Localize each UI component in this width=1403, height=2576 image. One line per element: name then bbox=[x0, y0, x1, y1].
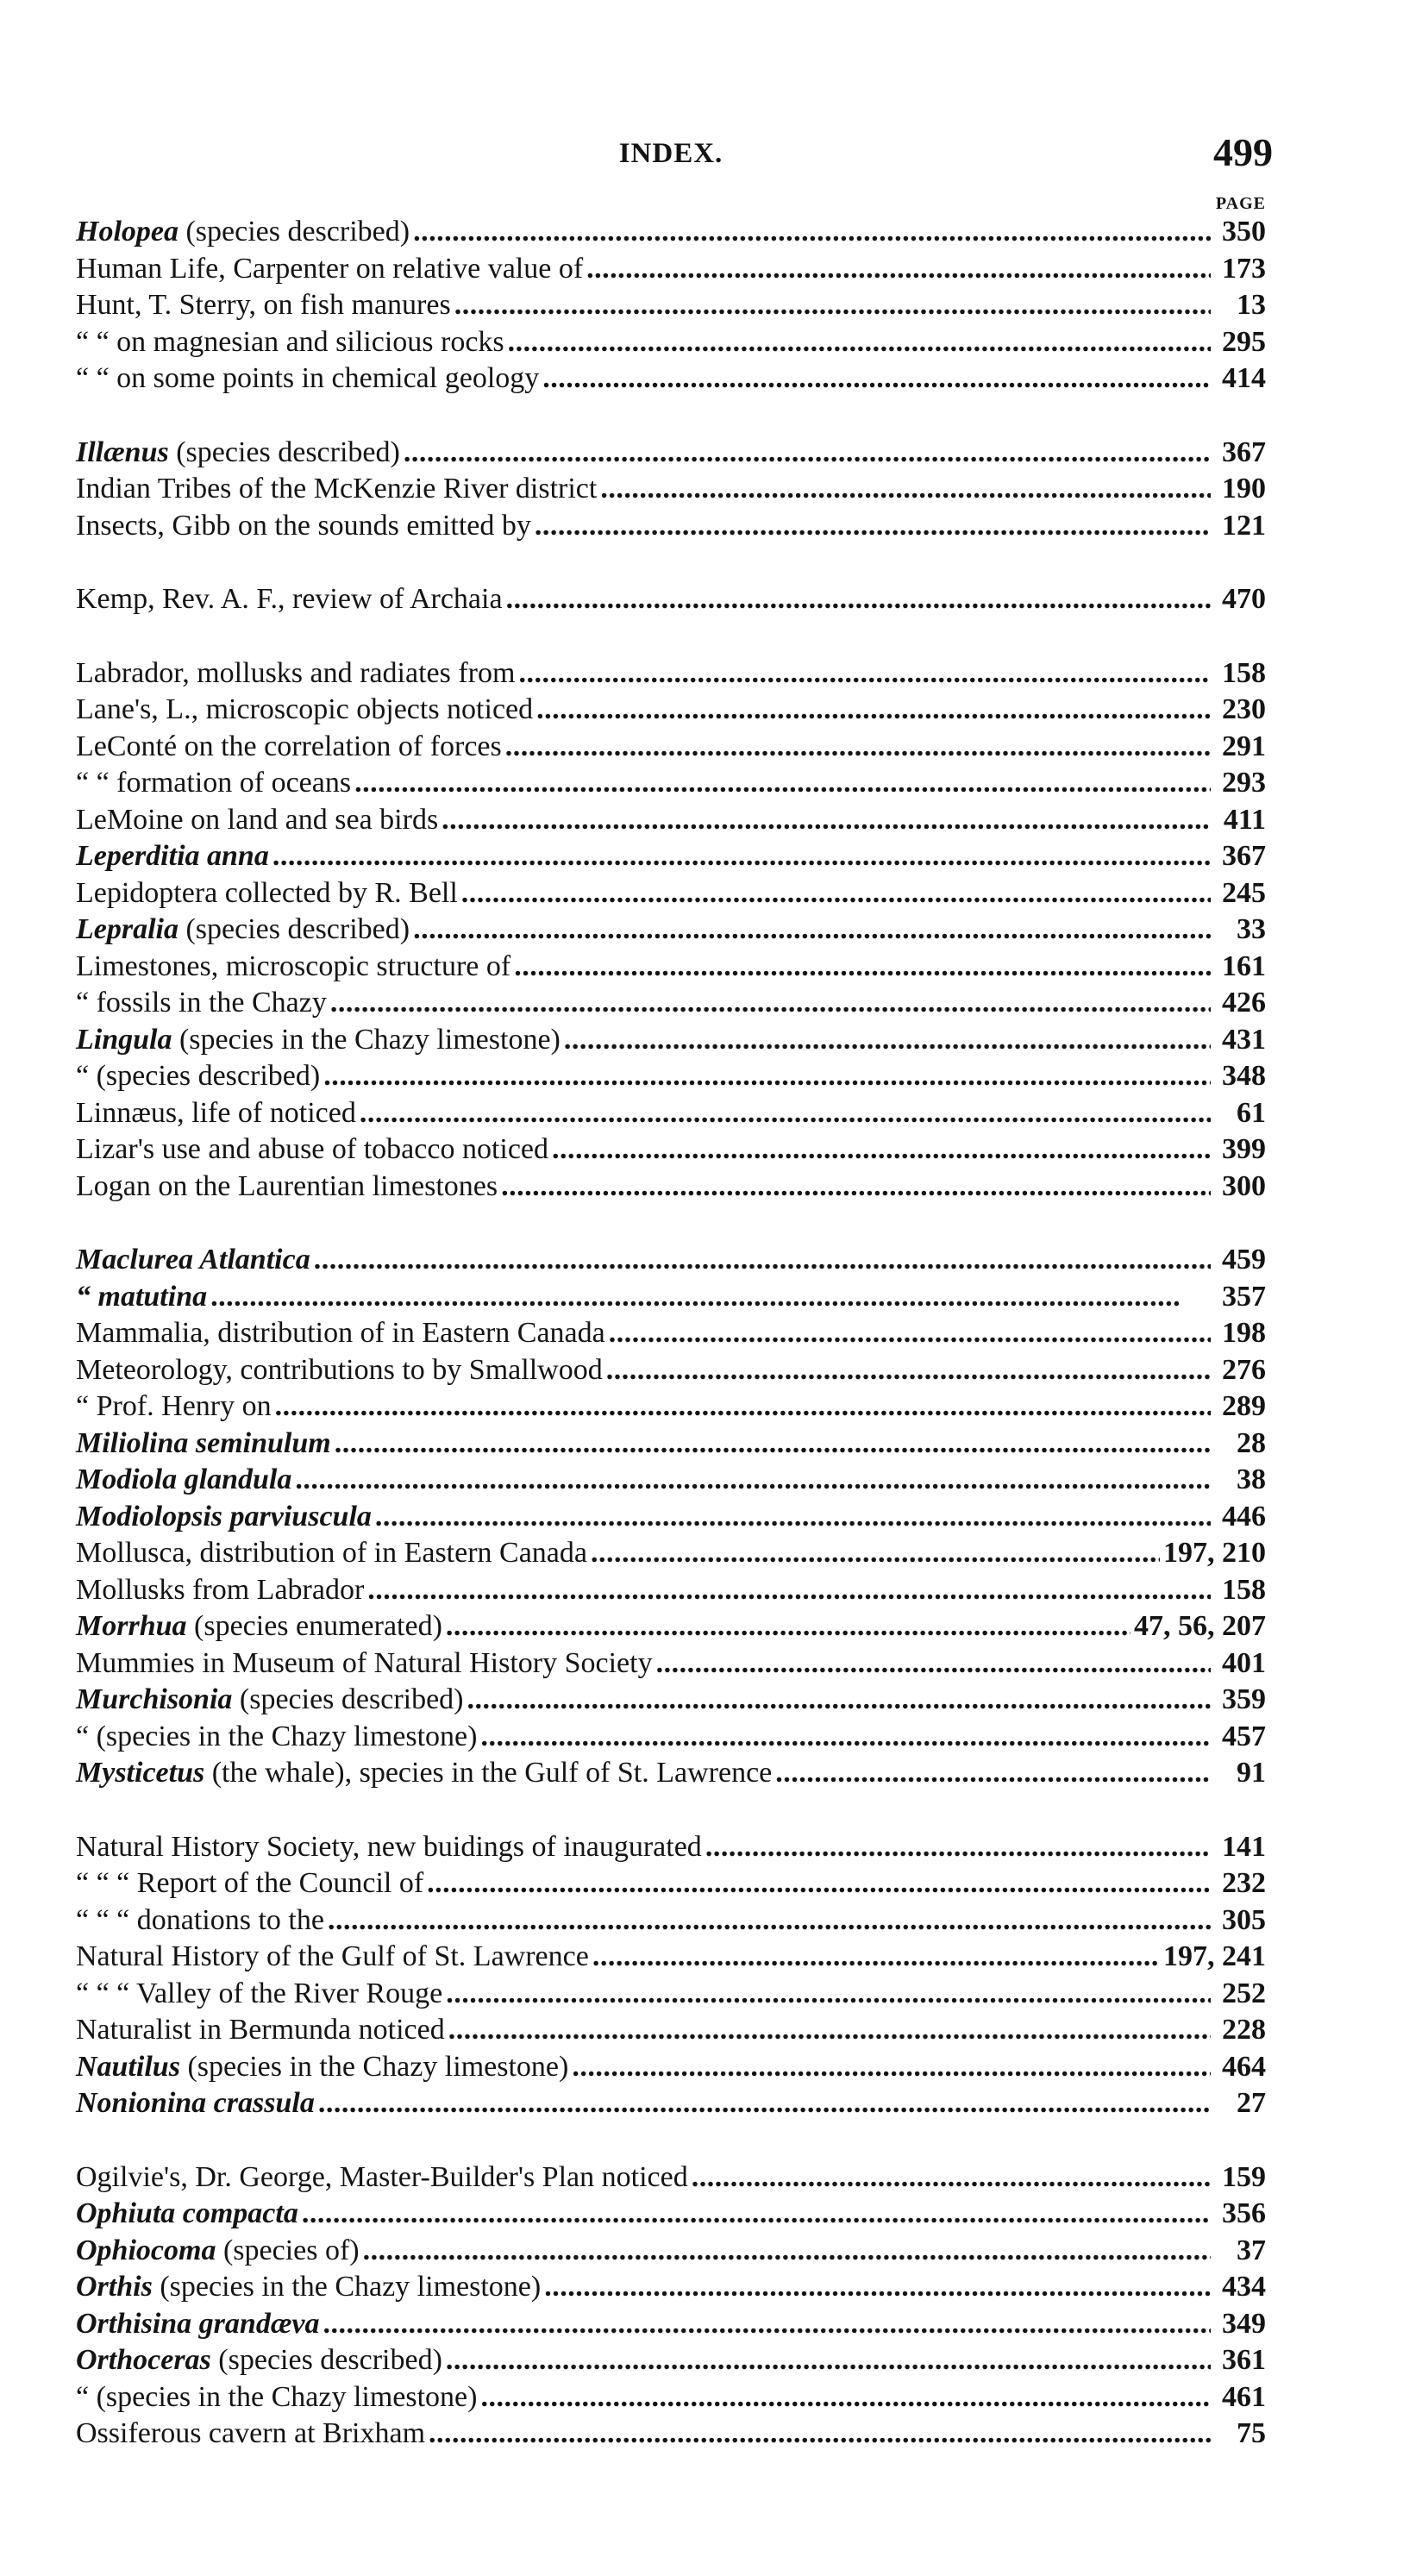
dot-leader bbox=[705, 1829, 1211, 1866]
index-entry-italic-term: Miliolina seminulum bbox=[76, 1426, 331, 1459]
index-entry bbox=[76, 1058, 1266, 1095]
index-entry bbox=[76, 985, 1266, 1022]
index-entry-pages: 141 bbox=[1222, 1830, 1266, 1863]
index-entry-italic-term: Illænus bbox=[76, 436, 169, 468]
index-entry bbox=[76, 1865, 1266, 1902]
dot-leader bbox=[272, 838, 1211, 875]
index-entry-label: “ fossils in the Chazy bbox=[76, 987, 327, 1018]
index-entry-pages: 470 bbox=[1222, 583, 1266, 615]
index-entry-pages: 158 bbox=[1222, 656, 1266, 689]
index-entry-pages: 161 bbox=[1222, 950, 1266, 982]
index-entry-italic-term: Modiola glandula bbox=[76, 1463, 292, 1495]
group-gap bbox=[76, 1205, 1266, 1242]
index-entry-pages: 28 bbox=[1237, 1426, 1266, 1459]
dot-leader bbox=[354, 765, 1211, 802]
index-entry-label: Naturalist in Bermunda noticed bbox=[76, 2014, 445, 2046]
index-entry-label: Labrador, mollusks and radiates from bbox=[76, 656, 516, 689]
index-entry-pages: 13 bbox=[1237, 289, 1266, 321]
index-entry-label bbox=[76, 435, 400, 472]
dot-leader bbox=[609, 1315, 1211, 1352]
index-entry bbox=[76, 360, 1266, 398]
index-entry bbox=[76, 581, 1266, 618]
index-entry-pages: 27 bbox=[1237, 2087, 1266, 2119]
index-entry-label: “ “ on magnesian and silicious rocks bbox=[76, 325, 504, 358]
index-entry-pages: 367 bbox=[1222, 436, 1266, 468]
index-entry-rest: (species described) bbox=[168, 436, 400, 468]
index-entry-italic-term: Mysticetus bbox=[76, 1757, 205, 1789]
index-entry bbox=[76, 838, 1266, 875]
index-entry bbox=[76, 251, 1266, 288]
dot-leader bbox=[518, 655, 1211, 693]
group-gap bbox=[76, 398, 1266, 435]
index-entry bbox=[76, 1535, 1266, 1572]
index-entry-pages: 230 bbox=[1222, 693, 1266, 725]
index-entry bbox=[76, 2416, 1266, 2453]
index-entry-label bbox=[76, 1426, 331, 1463]
index-entry-rest: (species described) bbox=[210, 2344, 442, 2376]
index-entry-pages: 401 bbox=[1222, 1646, 1266, 1679]
index-entry-label: Lizar's use and abuse of tobacco noticed bbox=[76, 1133, 549, 1165]
index-entry-pages: 198 bbox=[1222, 1317, 1266, 1349]
index-entry-italic-term: Ophiuta compacta bbox=[76, 2197, 298, 2229]
index-entry-label: Natural History Society, new buidings of inaugurated bbox=[76, 1830, 702, 1863]
dot-leader bbox=[508, 324, 1211, 361]
index-entry-label: LeMoine on land and sea birds bbox=[76, 803, 439, 836]
index-entry-label: “ (species in the Chazy limestone) bbox=[76, 1720, 478, 1752]
index-entry-pages: 289 bbox=[1222, 1390, 1266, 1422]
index-entry-pages: 464 bbox=[1222, 2050, 1266, 2083]
dot-leader bbox=[600, 471, 1211, 508]
dot-leader bbox=[544, 2269, 1211, 2306]
index-entry-rest: (species in the Chazy limestone) bbox=[152, 2271, 542, 2303]
index-entry bbox=[76, 2379, 1266, 2416]
index-entry bbox=[76, 2196, 1266, 2233]
dot-leader bbox=[363, 2233, 1211, 2270]
index-entry bbox=[76, 1499, 1266, 1536]
index-entry-pages: 295 bbox=[1222, 325, 1266, 358]
index-entry-rest: (species described) bbox=[178, 216, 410, 248]
dot-leader bbox=[467, 1682, 1211, 1719]
index-entry bbox=[76, 2085, 1266, 2122]
index-entry-label bbox=[76, 1755, 772, 1792]
index-entry-rest: (species described) bbox=[232, 1683, 464, 1715]
index-entry bbox=[76, 2306, 1266, 2343]
page-column-label: PAGE bbox=[1215, 194, 1266, 213]
dot-leader bbox=[461, 875, 1211, 912]
index-entry-italic-term: Maclurea Atlantica bbox=[76, 1244, 310, 1275]
index-entry-label: “ “ on some points in chemical geology bbox=[76, 362, 540, 394]
dot-leader bbox=[427, 1865, 1211, 1902]
dot-leader bbox=[442, 802, 1211, 839]
index-entry-rest: (species described) bbox=[178, 913, 410, 945]
index-entry bbox=[76, 692, 1266, 729]
index-entry-pages: 159 bbox=[1222, 2160, 1266, 2193]
index-entry bbox=[76, 2159, 1266, 2197]
dot-leader bbox=[275, 1388, 1211, 1426]
dot-leader bbox=[328, 1902, 1211, 1940]
index-entry-rest: (species enumerated) bbox=[186, 1610, 442, 1642]
index-entry-label: “ Prof. Henry on bbox=[76, 1390, 272, 1422]
dot-leader bbox=[448, 2012, 1211, 2049]
index-entry-pages: 293 bbox=[1222, 767, 1266, 799]
index-entry bbox=[76, 1976, 1266, 2013]
index-entry bbox=[76, 471, 1266, 508]
index-entry-pages: 38 bbox=[1237, 1463, 1266, 1495]
dot-leader bbox=[446, 2342, 1211, 2379]
dot-leader bbox=[446, 1608, 1131, 1645]
index-entry-italic-term: Nautilus bbox=[76, 2050, 180, 2083]
index-entry-label bbox=[76, 1242, 310, 1279]
index-entry-pages: 197, 210 bbox=[1163, 1537, 1266, 1569]
index-entry-label bbox=[76, 1682, 464, 1719]
index-entry-label: Ogilvie's, Dr. George, Master-Builder's Plan noticed bbox=[76, 2160, 688, 2193]
index-entry-label bbox=[76, 912, 410, 949]
index-entry-label bbox=[76, 2049, 568, 2086]
group-gap bbox=[76, 618, 1266, 655]
index-entry-label: “ “ formation of oceans bbox=[76, 767, 352, 799]
index-entry bbox=[76, 1682, 1266, 1719]
dot-leader bbox=[413, 912, 1211, 949]
dot-leader bbox=[413, 214, 1211, 251]
index-entry-label: Mammalia, distribution of in Eastern Canada bbox=[76, 1317, 605, 1349]
index-entry bbox=[76, 2012, 1266, 2049]
index-entry-label: Natural History of the Gulf of St. Lawrence bbox=[76, 1940, 589, 1972]
index-entry-pages: 158 bbox=[1222, 1573, 1266, 1606]
index-entry bbox=[76, 655, 1266, 693]
page-number: 499 bbox=[1213, 130, 1273, 174]
index-entry-pages: 411 bbox=[1223, 803, 1266, 836]
index-entry-label bbox=[76, 1462, 291, 1499]
dot-leader bbox=[552, 1131, 1211, 1169]
index-entry-pages: 457 bbox=[1222, 1720, 1266, 1752]
dot-leader bbox=[535, 508, 1211, 545]
index-entry bbox=[76, 1462, 1266, 1499]
index-entry-pages: 228 bbox=[1222, 2014, 1266, 2046]
index-entry-label: “ “ “ Valley of the River Rouge bbox=[76, 1977, 443, 2009]
index-entry-rest: (species of) bbox=[216, 2234, 360, 2266]
index-entry-pages: 348 bbox=[1222, 1060, 1266, 1092]
index-entry-italic-term: Murchisonia bbox=[76, 1683, 233, 1715]
index-entry bbox=[76, 802, 1266, 839]
dot-leader bbox=[514, 949, 1211, 986]
index-entry-pages: 367 bbox=[1222, 840, 1266, 872]
index-entry-rest: (species in the Chazy limestone) bbox=[172, 1023, 561, 1056]
index-entry-label: Ossiferous cavern at Brixham bbox=[76, 2417, 426, 2449]
index-entry bbox=[76, 1755, 1266, 1792]
index-entry-pages: 75 bbox=[1237, 2417, 1266, 2449]
dot-leader bbox=[360, 1095, 1211, 1132]
index-entry-pages: 349 bbox=[1222, 2307, 1266, 2340]
index-entry bbox=[76, 1902, 1266, 1940]
dot-leader bbox=[480, 1719, 1211, 1756]
index-entry-pages: 426 bbox=[1222, 987, 1266, 1018]
index-entry-pages: 356 bbox=[1222, 2197, 1266, 2229]
dot-leader bbox=[572, 2049, 1211, 2086]
index-entry-label: Human Life, Carpenter on relative value of bbox=[76, 252, 584, 285]
index-entry-pages: 33 bbox=[1237, 913, 1266, 945]
index-entry-label bbox=[76, 2233, 360, 2270]
index-entry-pages: 459 bbox=[1222, 1244, 1266, 1275]
dot-leader bbox=[446, 1976, 1211, 2013]
index-entry-label: Limestones, microscopic structure of bbox=[76, 950, 511, 982]
index-entry-label bbox=[76, 2085, 315, 2122]
index-entry bbox=[76, 912, 1266, 949]
index-entry bbox=[76, 1426, 1266, 1463]
index-entry bbox=[76, 949, 1266, 986]
index-entry-label: Lane's, L., microscopic objects noticed bbox=[76, 693, 534, 725]
index-entry-label: Mollusks from Labrador bbox=[76, 1573, 365, 1606]
index-entry-italic-term: Orthis bbox=[76, 2271, 153, 2303]
index-entry-pages: 431 bbox=[1222, 1023, 1266, 1056]
index-entry-label bbox=[76, 838, 269, 875]
dot-leader bbox=[318, 2085, 1211, 2122]
group-gap bbox=[76, 544, 1266, 581]
dot-leader bbox=[314, 1242, 1211, 1279]
index-entry bbox=[76, 729, 1266, 766]
dot-leader bbox=[501, 1169, 1211, 1206]
index-entry-pages: 91 bbox=[1237, 1757, 1266, 1789]
index-entry-label bbox=[76, 2342, 442, 2379]
index-entry-pages: 446 bbox=[1222, 1500, 1266, 1532]
index-entry-italic-term: Leperditia anna bbox=[76, 840, 269, 872]
index-entry-label: Logan on the Laurentian limestones bbox=[76, 1169, 498, 1202]
index-entry-pages: 252 bbox=[1222, 1977, 1266, 2009]
index-entry-pages: 359 bbox=[1222, 1683, 1266, 1715]
index-entry-label: LeConté on the correlation of forces bbox=[76, 730, 502, 762]
index-entry bbox=[76, 1608, 1266, 1645]
dot-leader bbox=[656, 1645, 1211, 1683]
index-entry-label bbox=[76, 1022, 561, 1059]
index-entry-italic-term: Lepralia bbox=[76, 913, 179, 945]
index-entry-italic-term: Modiolopsis parviuscula bbox=[76, 1500, 372, 1532]
dot-leader bbox=[335, 1426, 1211, 1463]
index-entry bbox=[76, 1242, 1266, 1279]
dot-leader bbox=[480, 2379, 1211, 2416]
index-entry-label bbox=[76, 1499, 372, 1536]
index-entry bbox=[76, 2342, 1266, 2379]
index-entry bbox=[76, 1095, 1266, 1132]
index-entry-italic-term: Lingula bbox=[76, 1023, 172, 1056]
index-entry-label: “ “ “ donations to the bbox=[76, 1903, 324, 1936]
index-entry bbox=[76, 1829, 1266, 1866]
index-entry-label: Hunt, T. Sterry, on fish manures bbox=[76, 289, 451, 321]
index-entry bbox=[76, 875, 1266, 912]
dot-leader bbox=[302, 2196, 1211, 2233]
dot-leader bbox=[606, 1352, 1211, 1389]
dot-leader bbox=[375, 1499, 1211, 1536]
index-entry bbox=[76, 1315, 1266, 1352]
index-entry-pages: 461 bbox=[1222, 2380, 1266, 2413]
index-entry-italic-term: Morrhua bbox=[76, 1610, 187, 1642]
dot-leader bbox=[542, 360, 1211, 398]
index-entry-pages: 414 bbox=[1222, 362, 1266, 394]
index-entry bbox=[76, 1719, 1266, 1756]
index-entry-label: “ “ “ Report of the Council of bbox=[76, 1867, 424, 1899]
index-entry bbox=[76, 214, 1266, 251]
index-entry-rest: (species in the Chazy limestone) bbox=[179, 2050, 569, 2083]
index-entry-label: Meteorology, contributions to by Smallwood bbox=[76, 1353, 603, 1386]
index-entry-pages: 61 bbox=[1237, 1096, 1266, 1129]
index-entry-label bbox=[76, 1608, 442, 1645]
index-entry-pages: 197, 241 bbox=[1163, 1940, 1266, 1972]
index-entry-italic-term: Nonionina crassula bbox=[76, 2087, 315, 2119]
index-entry-pages: 350 bbox=[1222, 216, 1266, 248]
index-entry-italic-term: “ matutina bbox=[76, 1280, 208, 1313]
index-entry bbox=[76, 1939, 1266, 1976]
index-entry-label: “ (species described) bbox=[76, 1060, 321, 1092]
dot-leader bbox=[367, 1572, 1211, 1609]
dot-leader bbox=[404, 435, 1211, 472]
index-entry-italic-term: Orthisina grandæva bbox=[76, 2307, 320, 2340]
index-entry-label: Kemp, Rev. A. F., review of Archaia bbox=[76, 583, 503, 615]
index-entry bbox=[76, 508, 1266, 545]
index-entry-pages: 361 bbox=[1222, 2344, 1266, 2376]
index-entry bbox=[76, 765, 1266, 802]
index-entry-label bbox=[76, 214, 410, 251]
running-head: INDEX. bbox=[618, 138, 723, 169]
index-entry-italic-term: Orthoceras bbox=[76, 2344, 211, 2376]
dot-leader bbox=[586, 251, 1211, 288]
dot-leader bbox=[330, 985, 1211, 1022]
dot-leader bbox=[323, 1058, 1211, 1095]
index-entry bbox=[76, 287, 1266, 324]
index-entry-pages: 434 bbox=[1222, 2271, 1266, 2303]
index-entry bbox=[76, 1645, 1266, 1683]
index-entry-label: Linnæus, life of noticed bbox=[76, 1096, 356, 1129]
index-entry bbox=[76, 1279, 1266, 1316]
index-entry-label bbox=[76, 1279, 207, 1316]
index-entry-pages: 37 bbox=[1237, 2234, 1266, 2266]
dot-leader bbox=[454, 287, 1211, 324]
index-entry bbox=[76, 2049, 1266, 2086]
dot-leader bbox=[429, 2416, 1211, 2453]
index-entry-pages: 399 bbox=[1222, 1133, 1266, 1165]
index-entry bbox=[76, 1169, 1266, 1206]
index-entry-pages: 276 bbox=[1222, 1353, 1266, 1386]
index-entry-italic-term: Holopea bbox=[76, 216, 179, 248]
index-page bbox=[76, 129, 1273, 2453]
index-entry bbox=[76, 324, 1266, 361]
index-entry bbox=[76, 1572, 1266, 1609]
index-entry-label: Insects, Gibb on the sounds emitted by bbox=[76, 509, 531, 542]
dot-leader bbox=[775, 1755, 1211, 1792]
index-entry-label: Mollusca, distribution of in Eastern Canada bbox=[76, 1537, 587, 1569]
index-entry-pages: 357 bbox=[1222, 1280, 1266, 1313]
page-header bbox=[76, 129, 1273, 190]
index-entry bbox=[76, 1352, 1266, 1389]
index-entry-label: “ (species in the Chazy limestone) bbox=[76, 2380, 478, 2413]
index-entry-pages: 245 bbox=[1222, 876, 1266, 909]
index-entry bbox=[76, 1388, 1266, 1426]
index-entry bbox=[76, 2269, 1266, 2306]
index-entry-italic-term: Ophiocoma bbox=[76, 2234, 216, 2266]
dot-leader bbox=[591, 1535, 1160, 1572]
index-entry-pages: 173 bbox=[1222, 252, 1266, 285]
index-entry-label: Indian Tribes of the McKenzie River district bbox=[76, 473, 598, 505]
dot-leader bbox=[536, 692, 1211, 729]
dot-leader bbox=[692, 2159, 1211, 2197]
index-entry-pages: 232 bbox=[1222, 1867, 1266, 1899]
dot-leader bbox=[592, 1939, 1160, 1976]
index-body bbox=[76, 214, 1266, 2453]
dot-leader bbox=[323, 2306, 1211, 2343]
index-entry bbox=[76, 435, 1266, 472]
index-entry-label: Lepidoptera collected by R. Bell bbox=[76, 876, 458, 909]
dot-leader bbox=[295, 1462, 1211, 1499]
index-entry-pages: 291 bbox=[1222, 730, 1266, 762]
index-entry-label: Mummies in Museum of Natural History Society bbox=[76, 1646, 653, 1679]
index-entry-pages: 190 bbox=[1222, 473, 1266, 505]
index-entry-pages: 300 bbox=[1222, 1169, 1266, 1202]
index-entry-pages: 121 bbox=[1222, 509, 1266, 542]
group-gap bbox=[76, 1792, 1266, 1829]
index-entry-label bbox=[76, 2269, 541, 2306]
index-entry-label bbox=[76, 2306, 319, 2343]
index-entry-pages: 47, 56, 207 bbox=[1134, 1610, 1266, 1642]
index-entry bbox=[76, 1131, 1266, 1169]
index-entry-label bbox=[76, 2196, 298, 2233]
index-entry-pages: 305 bbox=[1222, 1903, 1266, 1936]
dot-leader bbox=[505, 729, 1211, 766]
index-entry-rest: (the whale), species in the Gulf of St. Lawrence bbox=[204, 1757, 773, 1789]
dot-leader bbox=[564, 1022, 1211, 1059]
dot-leader bbox=[506, 581, 1211, 618]
index-entry bbox=[76, 2233, 1266, 2270]
dot-leader bbox=[210, 1279, 1211, 1316]
group-gap bbox=[76, 2122, 1266, 2159]
index-entry bbox=[76, 1022, 1266, 1059]
